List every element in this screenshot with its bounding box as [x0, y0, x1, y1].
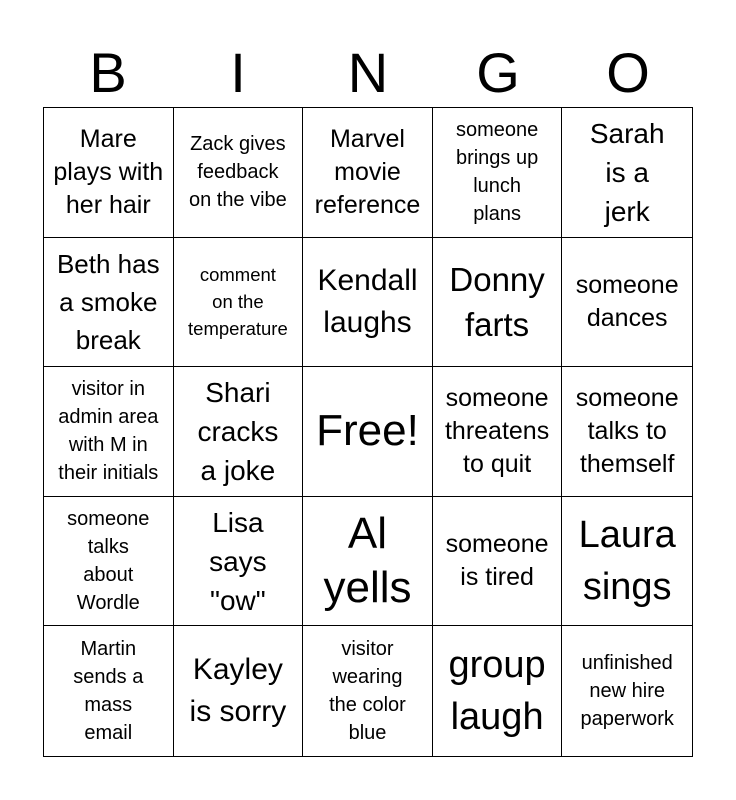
- bingo-cell[interactable]: [303, 108, 433, 238]
- free-space[interactable]: [303, 367, 433, 497]
- bingo-cell[interactable]: [433, 497, 563, 627]
- bingo-cell[interactable]: [562, 367, 692, 497]
- bingo-cell[interactable]: [562, 626, 692, 756]
- bingo-cell[interactable]: [303, 238, 433, 368]
- cell-text: Kendall laughs: [317, 263, 418, 339]
- header-letter-g: G: [476, 41, 520, 104]
- cell-text: Zack gives feedback on the vibe: [188, 133, 287, 212]
- bingo-cell[interactable]: [303, 497, 433, 627]
- cell-text: comment on the temperature: [188, 264, 288, 340]
- bingo-cell[interactable]: [44, 108, 174, 238]
- cell-text: unfinished new hire paperwork: [580, 652, 674, 731]
- cell-text: Donny farts: [449, 260, 545, 343]
- header-letter-i: I: [230, 41, 246, 104]
- cell-text: Lisa says "ow": [209, 506, 267, 616]
- bingo-cell[interactable]: [174, 367, 304, 497]
- bingo-cell[interactable]: [44, 238, 174, 368]
- bingo-cell[interactable]: [433, 238, 563, 368]
- bingo-cell[interactable]: [433, 367, 563, 497]
- cell-text: Shari cracks a joke: [197, 376, 279, 486]
- bingo-cell[interactable]: [174, 238, 304, 368]
- bingo-cell[interactable]: [433, 108, 563, 238]
- free-space-label: Free!: [316, 406, 419, 456]
- cell-text: Sarah is a jerk: [589, 117, 665, 227]
- bingo-board: [43, 107, 693, 757]
- header-letter-n: N: [347, 41, 389, 104]
- cell-text: someone talks about Wordle: [67, 508, 150, 615]
- bingo-cell[interactable]: [174, 108, 304, 238]
- bingo-cell[interactable]: [44, 367, 174, 497]
- cell-text: Mare plays with her hair: [53, 124, 164, 219]
- cell-text: visitor in admin area with M in their initials: [58, 378, 159, 485]
- bingo-cell[interactable]: [562, 238, 692, 368]
- bingo-cell[interactable]: [303, 626, 433, 756]
- cell-text: someone threatens to quit: [444, 383, 550, 478]
- bingo-cell[interactable]: [562, 497, 692, 627]
- cell-text: someone talks to themself: [575, 383, 679, 478]
- cell-text: someone dances: [575, 270, 679, 332]
- cell-text: Martin sends a mass email: [73, 638, 144, 745]
- cell-text: someone is tired: [445, 530, 549, 592]
- cell-text: visitor wearing the color blue: [329, 638, 406, 745]
- cell-text: Laura sings: [578, 514, 676, 609]
- header-letter-b: B: [89, 41, 127, 104]
- cell-text: someone brings up lunch plans: [455, 119, 539, 226]
- bingo-header: [43, 40, 693, 106]
- cell-text: Beth has a smoke break: [56, 248, 160, 355]
- bingo-cell[interactable]: [562, 108, 692, 238]
- cell-text: Al yells: [323, 509, 412, 613]
- cell-text: Marvel movie reference: [314, 124, 421, 219]
- cell-text: group laugh: [448, 644, 546, 739]
- cell-text: Kayley is sorry: [189, 653, 287, 729]
- header-letter-o: O: [606, 41, 650, 104]
- bingo-cell[interactable]: [174, 626, 304, 756]
- bingo-cell[interactable]: [433, 626, 563, 756]
- bingo-cell[interactable]: [44, 497, 174, 627]
- bingo-cell[interactable]: [174, 497, 304, 627]
- bingo-cell[interactable]: [44, 626, 174, 756]
